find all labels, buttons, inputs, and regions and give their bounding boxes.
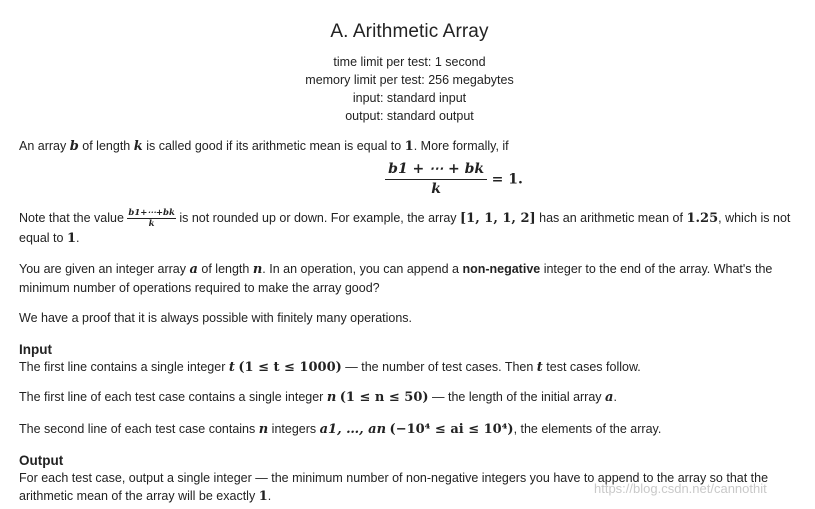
formula-fraction: $\frac{b1 + \cdots + bk}{k}$ bbox=[385, 160, 487, 199]
time-limit: time limit per test: 1 second bbox=[333, 55, 486, 69]
problem-header bbox=[20, 21, 799, 125]
input-section-title: Input bbox=[19, 342, 52, 357]
watermark: https://blog.csdn.net/cannothit bbox=[594, 481, 767, 496]
input-line-3: The second line of each test case contains n integers a1, …, an (−10⁴ ≤ ai ≤ 10⁴), the elements of the array. bbox=[19, 422, 662, 437]
problem-title: A. Arithmetic Array bbox=[330, 21, 489, 42]
input-section bbox=[19, 342, 799, 439]
input-line-1: The first line contains a single integer t (1 ≤ t ≤ 1000) — the number of test cases. Then t test cases follow. bbox=[19, 360, 641, 375]
memory-limit: memory limit per test: 256 megabytes bbox=[305, 73, 514, 87]
statement-paragraph-4: We have a proof that it is always possible with finitely many operations. bbox=[19, 311, 413, 325]
statement-paragraph-1: An array b of length k is called good if its arithmetic mean is equal to 1. More formally, if bbox=[19, 139, 509, 154]
output-section-title: Output bbox=[19, 453, 64, 468]
mean-formula: $\frac{b1 + \cdots + bk}{k}$ = 1. bbox=[19, 160, 799, 202]
statement-paragraph-2: Note that the value $\frac{b1+\cdots+bk}{k}$ is not rounded up or down. For example, the array [1, 1, 1, 2] has an arithmetic mean of 1.25, which is not equal to 1. bbox=[19, 208, 791, 246]
statement-paragraph-3: You are given an integer array a of length n. In an operation, you can append a non-negative integer to the end of the array. What's the minimum number of operations required to make the array good? bbox=[19, 262, 773, 295]
output-text: For each test case, output a single integer — the minimum number of non-negative integers you have to append to the array so that the arithmetic mean of the array will be exactly 1. bbox=[19, 471, 769, 504]
problem-statement bbox=[19, 18, 799, 506]
output-spec: output: standard output bbox=[345, 109, 474, 123]
input-spec: input: standard input bbox=[352, 91, 467, 105]
output-section bbox=[19, 453, 799, 506]
inline-fraction: $\frac{b1+\cdots+bk}{k}$ bbox=[128, 208, 175, 229]
input-line-2: The first line of each test case contains a single integer n (1 ≤ n ≤ 50) — the length of the initial array a. bbox=[19, 390, 617, 405]
